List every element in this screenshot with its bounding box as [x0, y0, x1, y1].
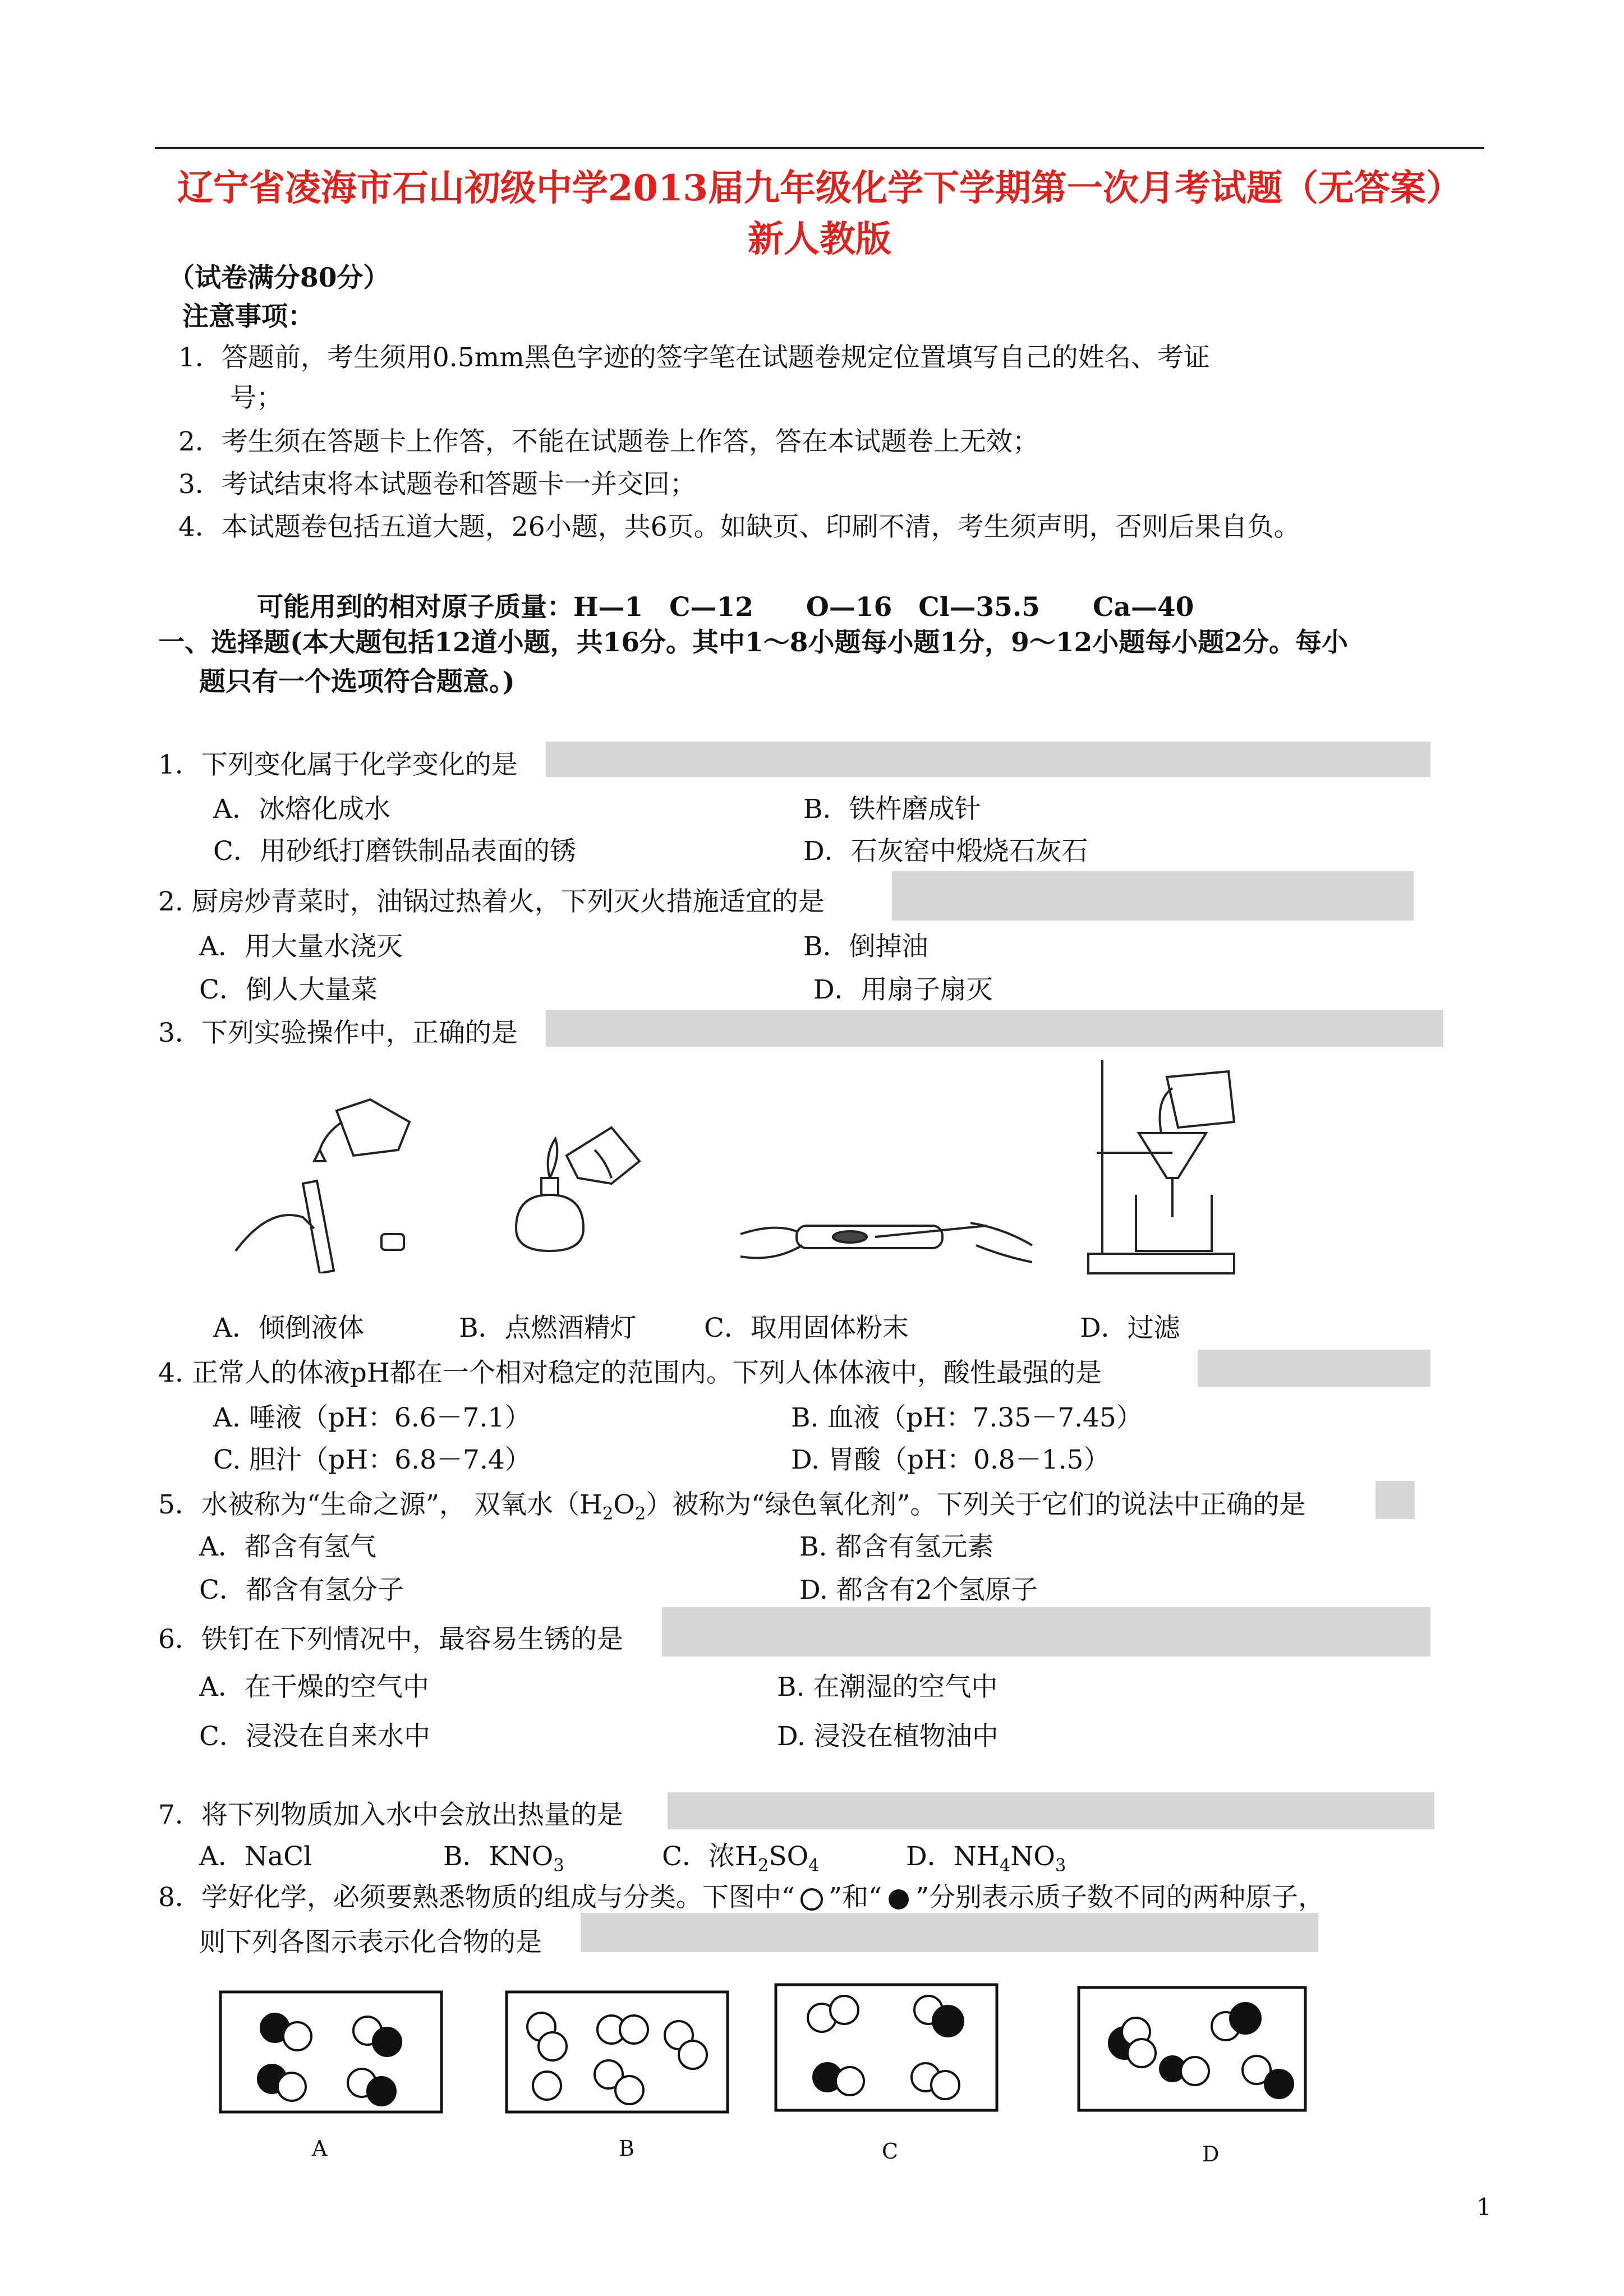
atomic-masses: 可能用到的相对原子质量：H—1 C—12 O—16 Cl—35.5 Ca—40 — [257, 592, 1194, 623]
alcohol-lamp-illustration — [482, 1116, 662, 1279]
option-c: C．都含有氢分子 — [199, 1575, 404, 1605]
option-b: B. 都含有氢元素 — [799, 1531, 994, 1562]
option-b: B．点燃酒精灯 — [459, 1313, 637, 1343]
section-heading: 一、选择题(本大题包括12道小题，共16分。其中1～8小题每小题1分，9～12小题每小题2分。每小 — [158, 627, 1348, 658]
filtration-illustration — [1077, 1055, 1279, 1279]
notes-heading: 注意事项： — [182, 301, 314, 332]
question-stem: 2. 厨房炒青菜时，油锅过热着火，下列灭火措施适宜的是 — [158, 886, 825, 917]
powder-spoon-illustration — [729, 1195, 1043, 1273]
diagram-d — [1077, 1986, 1307, 2112]
page-number: 1 — [1476, 2193, 1492, 2221]
diagram-c — [774, 1983, 999, 2112]
option-d: D．过滤 — [1080, 1313, 1180, 1343]
diagram-label: B — [619, 2136, 634, 2161]
question-stem: 8．学好化学，必须要熟悉物质的组成与分类。下图中“ ”和“ ”分别表示质子数不同的两种原子， — [158, 1882, 1325, 1913]
question-stem: 5．水被称为“生命之源”， 双氧水$(H_2O_2)$被称为“绿色氧化剂”。下列关于它们的说法中正确的是 — [158, 1489, 1306, 1524]
option-a: A. 唾液（pH：6.6－7.1） — [213, 1402, 531, 1433]
answer-blank — [581, 1913, 1318, 1952]
answer-blank — [668, 1792, 1434, 1829]
page-subtitle: 新人教版 — [748, 218, 891, 260]
option-d: D. 都含有2个氢原子 — [799, 1575, 1038, 1605]
diagram-label: D — [1202, 2142, 1220, 2166]
open-circle-atom-icon — [795, 1887, 829, 1912]
diagram-label: A — [312, 2136, 328, 2161]
diagram-label: C — [882, 2139, 899, 2164]
question-stem: 3．下列实验操作中，正确的是 — [158, 1018, 518, 1048]
option-a: A．在干燥的空气中 — [199, 1672, 429, 1703]
answer-blank — [546, 742, 1430, 777]
note-item: 1．答题前，考生须用0.5mm黑色字迹的签字笔在试题卷规定位置填写自己的姓名、考证 — [178, 342, 1210, 373]
option-a: A．NaCl — [199, 1841, 312, 1872]
question-stem: 1．下列变化属于化学变化的是 — [158, 749, 518, 780]
option-d: D．石灰窑中煅烧石灰石 — [803, 836, 1088, 867]
answer-blank — [1198, 1350, 1430, 1387]
answer-blank — [546, 1010, 1443, 1047]
option-c: C．取用固体粉末 — [704, 1313, 909, 1343]
title-rule — [155, 147, 1484, 149]
option-b: B. 在潮湿的空气中 — [777, 1672, 998, 1703]
note-item: 号； — [230, 383, 283, 413]
answer-blank — [662, 1607, 1430, 1657]
option-d: D. 胃酸（pH：0.8－1.5） — [791, 1444, 1110, 1475]
option-c: C．浸没在自来水中 — [199, 1721, 430, 1752]
option-c: C．浓$H_2SO_4$ — [662, 1841, 820, 1876]
option-c: C．用砂纸打磨铁制品表面的锈 — [213, 836, 576, 867]
question-stem: 4. 正常人的体液pH都在一个相对稳定的范围内。下列人体体液中，酸性最强的是 — [158, 1358, 1102, 1388]
option-b: B．铁杵磨成针 — [803, 794, 981, 825]
option-a: A．都含有氢气 — [199, 1531, 376, 1562]
page-title: 辽宁省凌海市石山初级中学2013届九年级化学下学期第一次月考试题（无答案） — [177, 167, 1462, 209]
option-b: B. 血液（pH：7.35－7.45） — [791, 1402, 1143, 1433]
pour-liquid-illustration — [224, 1088, 449, 1273]
option-a: A．倾倒液体 — [213, 1313, 364, 1343]
answer-blank — [1375, 1481, 1415, 1519]
option-c: C. 胆汁（pH：6.8－7.4） — [213, 1444, 531, 1475]
option-b: B．倒掉油 — [803, 931, 928, 962]
option-a: A．冰熔化成水 — [213, 794, 390, 825]
diagram-a — [219, 1990, 443, 2114]
option-a: A．用大量水浇灭 — [199, 931, 403, 962]
option-d: D. 浸没在植物油中 — [777, 1721, 999, 1752]
filled-circle-atom-icon — [882, 1887, 915, 1912]
note-item: 3．考试结束将本试题卷和答题卡一并交回； — [178, 469, 696, 500]
option-d: D．用扇子扇灭 — [813, 974, 993, 1005]
note-item: 4．本试题卷包括五道大题，26小题，共6页。如缺页、印刷不清，考生须声明，否则后果自负。 — [178, 512, 1300, 542]
option-b: B．$KNO_3$ — [443, 1841, 564, 1876]
diagram-b — [505, 1990, 729, 2114]
section-heading-cont: 题只有一个选项符合题意。) — [199, 666, 515, 697]
option-d: D．$NH_4NO_3$ — [906, 1841, 1066, 1876]
question-stem-cont: 则下列各图示表示化合物的是 — [199, 1927, 542, 1958]
note-item: 2．考生须在答题卡上作答，不能在试题卷上作答，答在本试题卷上无效； — [178, 426, 1039, 457]
question-stem: 6．铁钉在下列情况中，最容易生锈的是 — [158, 1624, 623, 1655]
question-stem: 7．将下列物质加入水中会放出热量的是 — [158, 1800, 623, 1830]
option-c: C．倒人大量菜 — [199, 974, 378, 1005]
full-score: （试卷满分80分） — [168, 263, 390, 293]
answer-blank — [892, 871, 1414, 921]
